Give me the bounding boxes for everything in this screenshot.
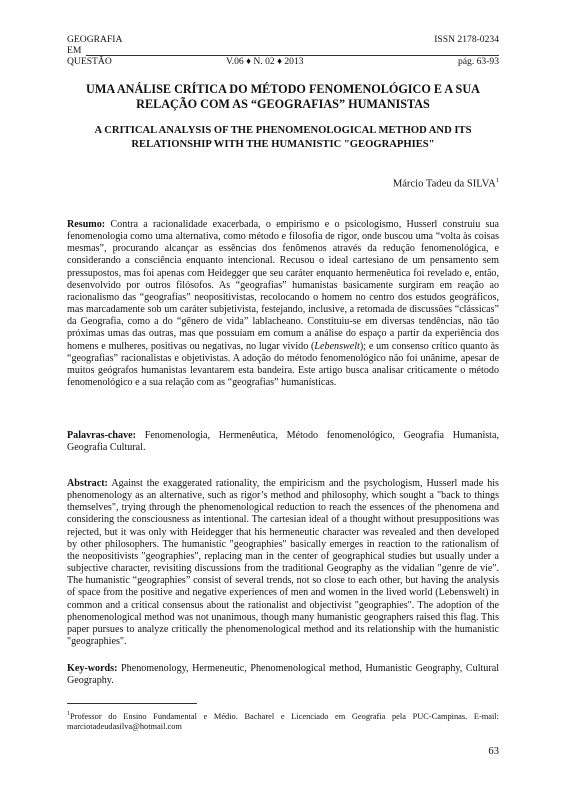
keywords-text: Phenomenology, Hermeneutic, Phenomenological method, Humanistic Geography, Cultural Geography. bbox=[67, 663, 499, 687]
resumo-paragraph bbox=[67, 219, 499, 389]
author-footnote-mark[interactable]: 1 bbox=[495, 177, 499, 184]
volume-info: V.06 ♦ N. 02 ♦ 2013 bbox=[226, 56, 304, 67]
title-portuguese: UMA ANÁLISE CRÍTICA DO MÉTODO FENOMENOLÓGICO E A SUA RELAÇÃO COM AS “GEOGRAFIAS” HUMANISTAS bbox=[86, 82, 480, 111]
page-range: pág. 63-93 bbox=[457, 56, 499, 67]
resumo-text-1: Contra a racionalidade exacerbada, o empirismo e o psicologismo, Husserl construiu sua fenomenologia como uma alternativa, como método e filosofia de rigor, onde buscou uma “volta às coisas mesmas”, procurando alcançar as essências dos fenômenos através da redução fenomenológica, e considerando a consciência enquanto intencional. Recusou o ideal cartesiano de um pensamento sem pressupostos, mas foi apenas com Heidegger que seu caráter enquanto hermenêutica foi revelado e, então, desenvolvido por outros filósofos. As “geografias” humanistas basicamente surgiram em reação ao racionalismo das “geografias” neopositivistas, recolocando o homem no centro dos estudos geográficos, mas marcadamente sob um caráter subjetivista, festejando, inclusive, a retomada de discussões “clássicas” da Geografia, como a do “gênero de vida” lablacheano. Constituiu-se em diversas tendências, não tão próximas umas das outras, mas que possuíam em comum a análise do espaço a partir da experiência dos homens e mulheres, positivas ou negativas, no lugar vivido ( bbox=[67, 219, 499, 352]
keywords-paragraph bbox=[67, 663, 499, 687]
journal-header-row-3 bbox=[67, 56, 499, 67]
page-number: 63 bbox=[488, 746, 499, 757]
resumo-label: Resumo: bbox=[67, 219, 106, 230]
journal-name-line-1: GEOGRAFIA bbox=[67, 34, 123, 45]
abstract-paragraph bbox=[67, 478, 499, 648]
title-english: A CRITICAL ANALYSIS OF THE PHENOMENOLOGICAL METHOD AND ITS RELATIONSHIP WITH THE HUMANISTIC "GEOGRAPHIES" bbox=[94, 125, 472, 150]
journal-name-line-2: EM bbox=[67, 45, 82, 56]
issn: ISSN 2178-0234 bbox=[434, 34, 499, 45]
footnote-mark: 1 bbox=[67, 711, 70, 717]
journal-header-row-1 bbox=[67, 34, 499, 45]
resumo-text-2: ); e um consenso crítico quanto às “geografias” racionalistas e objetivistas. A adoção do método fenomenológico não foi unânime, apesar de muitos geógrafos humanistas levantarem esta bandeira. Este artigo busca analisar criticamente o método fenomenológico e a sua relação com as “geografias” humanísticas. bbox=[67, 340, 499, 389]
author-name: Márcio Tadeu da SILVA bbox=[392, 178, 496, 190]
footnote-separator bbox=[67, 703, 197, 704]
resumo-italic-term: Lebenswelt bbox=[314, 340, 360, 352]
palavras-chave-label: Palavras-chave: bbox=[67, 430, 136, 441]
palavras-chave-paragraph bbox=[67, 430, 499, 454]
author-line bbox=[393, 177, 499, 190]
palavras-chave-text: Fenomenologia, Hermenêutica, Método fenomenológico, Geografia Humanista, Geografia Cultural. bbox=[67, 430, 499, 454]
footnote-text: Professor do Ensino Fundamental e Médio. Bacharel e Licenciado em Geografia pela PUC-Campinas. E-mail: marciotadeudasilva@hotmail.com bbox=[67, 711, 499, 732]
abstract-label: Abstract: bbox=[67, 478, 108, 489]
keywords-label: Key-words: bbox=[67, 663, 118, 674]
journal-name-line-3: QUESTÃO bbox=[67, 56, 112, 67]
footnote bbox=[67, 709, 499, 733]
abstract-text: Against the exaggerated rationality, the empiricism and the psychologism, Husserl made his phenomenology as an alternative, such as rigor’s method and philosophy, which sought a "back to things themselves", trying through the phenomenological reduction to reach the essences of the phenomena and considering the consciousness as intentional. The cartesian ideal of a thought without presuppositions was rejected, but it was only with Heidegger that his hermeneutic character was revealed and then developed by other philosophers. The humanistic "geographies" basically emerges in reaction to the rationalism of the neopositivists "geographies", replacing man in the center of geographical studies but usually under a subjective character, revisiting discussions from the traditional Geography as the vidalian "genre de vie". The humanistic “geographies” consist of several trends, not so close to each other, but having the analysis of space from the positive and negative experiences of men and women in the lived world (Lebenswelt) in common and a critical consensus about the rationalist and objectivist "geographies". The adoption of the phenomenological method was not unanimous, though many humanistic geographers raised this flag. This paper pursues to analyze critically the phenomenological method and its relationship with the humanistic "geographies". bbox=[67, 478, 499, 648]
